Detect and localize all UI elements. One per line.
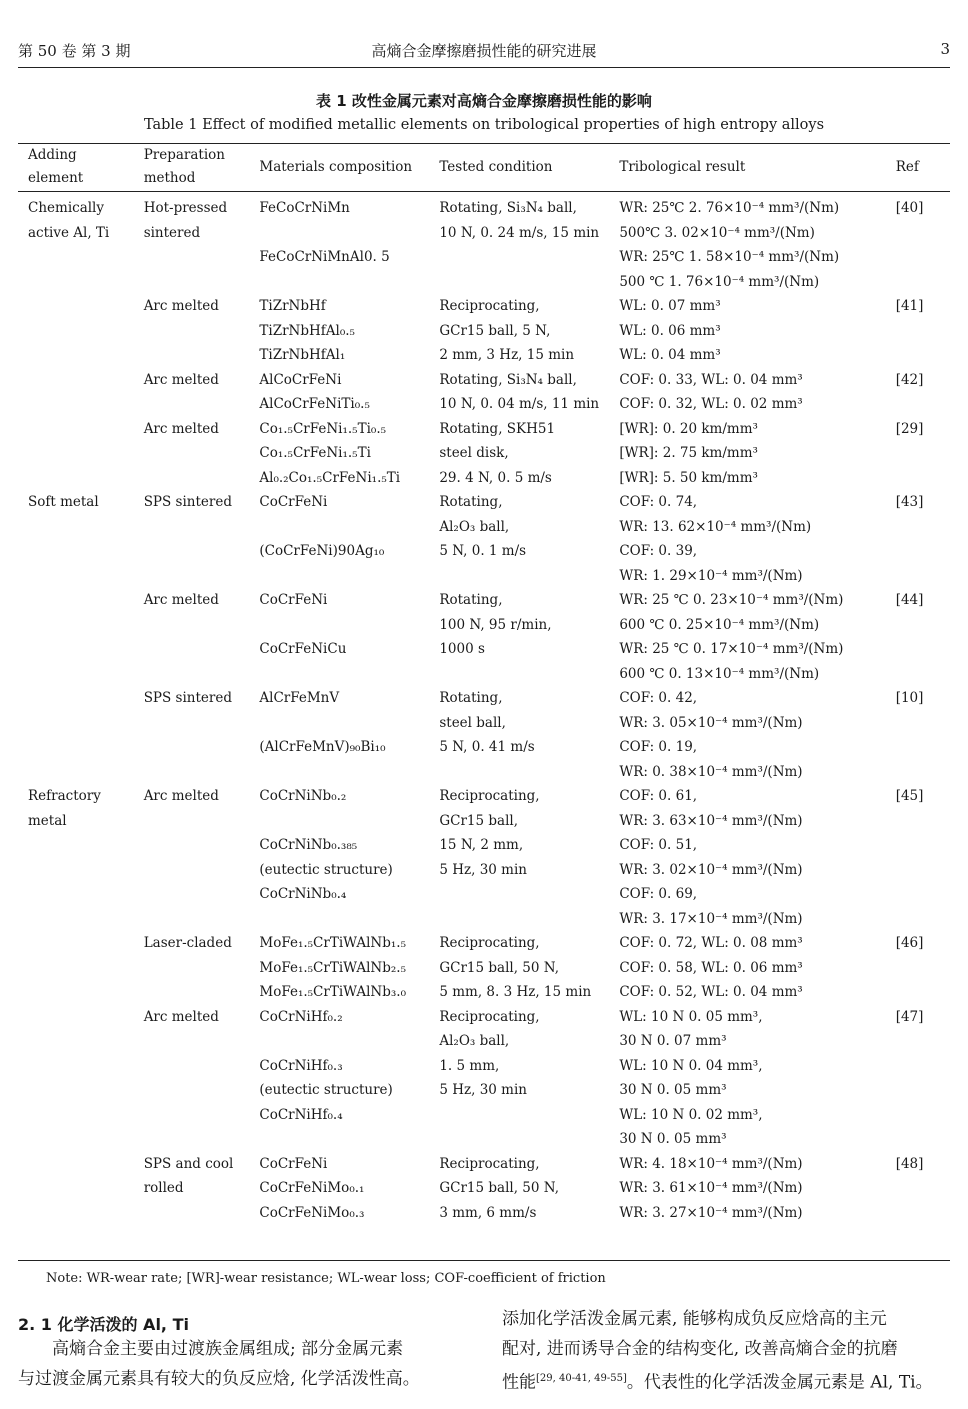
cell-tribological bbox=[609, 1152, 885, 1226]
materials-text: MoFe₁.₅CrTiWAlNb₁.₅ bbox=[259, 935, 407, 951]
materials-text: CoCrFeNiCu bbox=[259, 641, 347, 657]
materials-text: TiZrNbHfAl₁ bbox=[259, 347, 346, 363]
result-text: WR: 0. 38×10⁻⁴ mm³/(Nm) bbox=[619, 763, 803, 780]
cell-tribological bbox=[609, 931, 885, 1005]
cell-tribological bbox=[609, 784, 885, 931]
result-text: WL: 0. 06 mm³ bbox=[619, 322, 721, 339]
section-heading: 2. 1 化学活泼的 Al, Ti bbox=[18, 1315, 189, 1334]
cell-preparation bbox=[134, 686, 250, 784]
cell-materials bbox=[249, 294, 429, 368]
col-header-preparation bbox=[134, 144, 250, 190]
preparation-text: rolled bbox=[143, 1180, 184, 1196]
col-header-preparation-text: Preparation method bbox=[143, 147, 225, 186]
col-header-ref: Ref bbox=[895, 158, 919, 175]
cell-preparation bbox=[134, 417, 250, 491]
tested-text: Reciprocating, bbox=[439, 788, 540, 804]
tested-text: Rotating, bbox=[439, 494, 503, 510]
tested-text: Al₂O₃ ball, bbox=[439, 1033, 510, 1049]
result-text: WR: 3. 17×10⁻⁴ mm³/(Nm) bbox=[619, 910, 803, 927]
cell-tested bbox=[429, 368, 609, 417]
element-text: Chemically bbox=[28, 200, 105, 216]
result-text: 30 N 0. 05 mm³ bbox=[619, 1131, 727, 1147]
cell-tribological bbox=[609, 588, 885, 686]
cell-preparation bbox=[134, 1005, 250, 1152]
table-title-en: Table 1 Effect of modified metallic elements on tribological properties of high entropy alloys bbox=[143, 117, 825, 133]
element-text: metal bbox=[28, 812, 67, 829]
cell-ref bbox=[886, 931, 950, 1005]
tested-text: 5 N, 0. 41 m/s bbox=[439, 739, 535, 755]
result-text: WR: 13. 62×10⁻⁴ mm³/(Nm) bbox=[619, 518, 812, 535]
materials-text: TiZrNbHf bbox=[259, 298, 326, 314]
materials-text bbox=[259, 515, 425, 540]
materials-text bbox=[259, 711, 425, 736]
cell-materials bbox=[249, 686, 429, 784]
materials-text: CoCrNiNb₀.₄ bbox=[259, 886, 347, 902]
tested-text: 15 N, 2 mm, bbox=[439, 837, 524, 853]
materials-text: MoFe₁.₅CrTiWAlNb₂.₅ bbox=[259, 959, 407, 976]
cell-tribological bbox=[609, 490, 885, 588]
materials-text: CoCrFeNiMo₀.₃ bbox=[259, 1204, 365, 1221]
preparation-text: SPS sintered bbox=[143, 690, 232, 706]
materials-text: CoCrNiHf₀.₂ bbox=[259, 1008, 343, 1025]
materials-text: FeCoCrNiMnAl0. 5 bbox=[259, 249, 390, 265]
materials-text: (eutectic structure) bbox=[259, 1082, 393, 1098]
result-text: 600 ℃ 0. 13×10⁻⁴ mm³/(Nm) bbox=[619, 665, 820, 682]
result-text: COF: 0. 39, bbox=[619, 543, 698, 559]
result-text: 30 N 0. 05 mm³ bbox=[619, 1082, 727, 1098]
cell-preparation bbox=[134, 784, 250, 931]
result-text: WR: 3. 05×10⁻⁴ mm³/(Nm) bbox=[619, 714, 803, 731]
preparation-text: Laser-claded bbox=[143, 935, 232, 951]
cell-tribological bbox=[609, 196, 885, 294]
cell-tested bbox=[429, 931, 609, 1005]
result-text: WL: 0. 07 mm³ bbox=[619, 298, 721, 314]
result-text: WL: 10 N 0. 02 mm³, bbox=[619, 1106, 763, 1123]
materials-text: CoCrNiNb₀.₂ bbox=[259, 788, 347, 804]
tested-text: GCr15 ball, 50 N, bbox=[439, 959, 559, 976]
cell-tested bbox=[429, 417, 609, 491]
materials-text: CoCrFeNi bbox=[259, 592, 328, 608]
tested-text: 2 mm, 3 Hz, 15 min bbox=[439, 347, 575, 363]
materials-text: Co₁.₅CrFeNi₁.₅Ti₀.₅ bbox=[259, 420, 387, 437]
result-text: COF: 0. 42, bbox=[619, 690, 698, 706]
col-header-adding-element: Adding element bbox=[28, 147, 84, 186]
cell-ref bbox=[886, 1005, 950, 1152]
reference-link[interactable]: [44] bbox=[895, 592, 924, 608]
tested-text: 1. 5 mm, bbox=[439, 1057, 500, 1074]
element-text: Soft metal bbox=[28, 494, 99, 510]
cell-preparation bbox=[134, 588, 250, 686]
table-row bbox=[18, 490, 950, 588]
cell-ref bbox=[886, 1152, 950, 1226]
materials-text: AlCrFeMnV bbox=[259, 690, 340, 706]
result-text: WR: 3. 02×10⁻⁴ mm³/(Nm) bbox=[619, 861, 803, 878]
table-row bbox=[18, 931, 950, 1005]
cell-tested bbox=[429, 490, 609, 588]
materials-text bbox=[259, 564, 425, 589]
result-text: COF: 0. 61, bbox=[619, 788, 698, 804]
cell-preparation bbox=[134, 294, 250, 368]
col-header-tribological: Tribological result bbox=[619, 158, 746, 175]
cell-tested bbox=[429, 1005, 609, 1152]
text-fragment: 。代表性的化学活泼金属元素是 Al, Ti。 bbox=[626, 1372, 933, 1393]
table-row bbox=[18, 417, 950, 491]
cell-materials bbox=[249, 368, 429, 417]
preparation-text: Arc melted bbox=[143, 1008, 219, 1025]
materials-text bbox=[259, 1127, 425, 1152]
result-text: COF: 0. 74, bbox=[619, 494, 698, 510]
result-text: COF: 0. 32, WL: 0. 02 mm³ bbox=[619, 396, 803, 412]
cell-tribological bbox=[609, 417, 885, 491]
cell-tested bbox=[429, 294, 609, 368]
tested-text: Reciprocating, bbox=[439, 935, 540, 951]
cell-materials bbox=[249, 1152, 429, 1226]
element-text: active Al, Ti bbox=[28, 224, 110, 241]
cell-adding-element bbox=[18, 931, 134, 1005]
table-bottom-rule bbox=[18, 1260, 950, 1261]
cell-tribological bbox=[609, 1005, 885, 1152]
element-text: Refractory bbox=[28, 788, 101, 804]
tested-text: 5 Hz, 30 min bbox=[439, 1082, 527, 1098]
result-text: WR: 3. 63×10⁻⁴ mm³/(Nm) bbox=[619, 812, 803, 829]
page-number: 3 bbox=[940, 40, 950, 58]
preparation-text: Arc melted bbox=[143, 298, 219, 314]
cell-materials bbox=[249, 1005, 429, 1152]
result-text: COF: 0. 58, WL: 0. 06 mm³ bbox=[619, 959, 803, 976]
materials-text bbox=[259, 662, 425, 687]
cell-preparation bbox=[134, 490, 250, 588]
tested-text: Rotating, bbox=[439, 690, 503, 706]
text-line: 配对, 进而诱导合金的结构变化, 改善高熵合金的抗磨 bbox=[502, 1339, 898, 1359]
table-header bbox=[18, 144, 950, 190]
journal-title: 高熵合金摩擦磨损性能的研究进展 bbox=[371, 42, 597, 60]
cell-ref bbox=[886, 686, 950, 784]
preparation-text: Arc melted bbox=[143, 788, 219, 804]
reference-link[interactable]: [48] bbox=[895, 1155, 924, 1172]
table-body bbox=[18, 196, 950, 1225]
cell-tested bbox=[429, 686, 609, 784]
reference-link[interactable]: [47] bbox=[895, 1008, 924, 1025]
col-header-materials: Materials composition bbox=[259, 158, 413, 175]
cell-materials bbox=[249, 931, 429, 1005]
result-text: 500 ℃ 1. 76×10⁻⁴ mm³/(Nm) bbox=[619, 273, 820, 290]
materials-text: CoCrFeNiMo₀.₁ bbox=[259, 1180, 365, 1196]
cell-tested bbox=[429, 588, 609, 686]
cell-adding-element bbox=[18, 490, 134, 588]
preparation-text: Arc melted bbox=[143, 592, 219, 608]
tested-text: Reciprocating, bbox=[439, 298, 540, 314]
cell-materials bbox=[249, 588, 429, 686]
cell-tested bbox=[429, 1152, 609, 1226]
table-row bbox=[18, 686, 950, 784]
body-paragraph-left bbox=[18, 1334, 480, 1394]
table-title-cn: 表 1 改性金属元素对高熵合金摩擦磨损性能的影响 bbox=[316, 92, 652, 110]
cell-ref bbox=[886, 784, 950, 931]
cell-ref bbox=[886, 294, 950, 368]
cell-materials bbox=[249, 784, 429, 931]
result-text: COF: 0. 51, bbox=[619, 837, 698, 853]
cell-adding-element bbox=[18, 784, 134, 931]
result-text: WR: 3. 27×10⁻⁴ mm³/(Nm) bbox=[619, 1204, 803, 1221]
result-text: COF: 0. 52, WL: 0. 04 mm³ bbox=[619, 984, 803, 1000]
table-row bbox=[18, 784, 950, 931]
reference-link[interactable]: [41] bbox=[895, 298, 924, 314]
materials-text: TiZrNbHfAl₀.₅ bbox=[259, 322, 355, 339]
materials-text: AlCoCrFeNiTi₀.₅ bbox=[259, 396, 370, 412]
result-text: WR: 25℃ 1. 58×10⁻⁴ mm³/(Nm) bbox=[619, 249, 840, 265]
result-text: 600 ℃ 0. 25×10⁻⁴ mm³/(Nm) bbox=[619, 616, 820, 633]
result-text: WL: 10 N 0. 04 mm³, bbox=[619, 1057, 763, 1074]
text-line: 与过渡金属元素具有较大的负反应焓, 化学活泼性高。 bbox=[18, 1369, 420, 1389]
tested-text: Reciprocating, bbox=[439, 1008, 540, 1025]
preparation-text: sintered bbox=[143, 224, 201, 241]
tested-text: steel disk, bbox=[439, 445, 509, 461]
tested-text: Rotating, SKH51 bbox=[439, 420, 556, 437]
tested-text: Reciprocating, bbox=[439, 1155, 540, 1172]
result-text: WR: 4. 18×10⁻⁴ mm³/(Nm) bbox=[619, 1155, 803, 1172]
materials-text: AlCoCrFeNi bbox=[259, 371, 342, 388]
header-rule bbox=[18, 67, 950, 68]
cell-ref bbox=[886, 196, 950, 294]
cell-tested bbox=[429, 196, 609, 294]
tested-text: Rotating, Si₃N₄ ball, bbox=[439, 200, 577, 216]
tested-text: 3 mm, 6 mm/s bbox=[439, 1204, 537, 1221]
preparation-text: Arc melted bbox=[143, 420, 219, 437]
cell-adding-element bbox=[18, 1005, 134, 1152]
preparation-text: Arc melted bbox=[143, 371, 219, 388]
table-note: Note: WR-wear rate; [WR]-wear resistance; WL-wear loss; COF-coefficient of friction bbox=[46, 1271, 606, 1286]
result-text: 500℃ 3. 02×10⁻⁴ mm³/(Nm) bbox=[619, 224, 815, 241]
cell-materials bbox=[249, 490, 429, 588]
tested-text: GCr15 ball, bbox=[439, 812, 518, 829]
result-text: WL: 0. 04 mm³ bbox=[619, 347, 721, 363]
cell-tribological bbox=[609, 294, 885, 368]
cell-preparation bbox=[134, 1152, 250, 1226]
table-header-rule bbox=[18, 191, 950, 192]
materials-text: (CoCrFeNi)90Ag₁₀ bbox=[259, 543, 385, 559]
materials-text: Co₁.₅CrFeNi₁.₅Ti bbox=[259, 445, 371, 461]
materials-text bbox=[259, 270, 425, 295]
materials-text bbox=[259, 809, 425, 834]
materials-text: CoCrNiNb₀.₃₈₅ bbox=[259, 837, 358, 853]
table-row bbox=[18, 1005, 950, 1152]
tested-text: Al₂O₃ ball, bbox=[439, 518, 510, 535]
result-text: [WR]: 0. 20 km/mm³ bbox=[619, 420, 758, 437]
tested-text: 5 mm, 8. 3 Hz, 15 min bbox=[439, 984, 592, 1000]
cell-adding-element bbox=[18, 294, 134, 368]
materials-text: CoCrNiHf₀.₃ bbox=[259, 1057, 343, 1074]
cell-ref bbox=[886, 368, 950, 417]
materials-text bbox=[259, 1029, 425, 1054]
volume-issue: 第 50 卷 第 3 期 bbox=[18, 42, 131, 60]
cell-adding-element bbox=[18, 1152, 134, 1226]
result-text: WR: 1. 29×10⁻⁴ mm³/(Nm) bbox=[619, 567, 803, 584]
tested-text: GCr15 ball, 50 N, bbox=[439, 1180, 559, 1196]
table-row bbox=[18, 588, 950, 686]
materials-text bbox=[259, 760, 425, 785]
cell-ref bbox=[886, 490, 950, 588]
reference-link[interactable]: [42] bbox=[895, 371, 924, 388]
result-text: WL: 10 N 0. 05 mm³, bbox=[619, 1008, 763, 1025]
cell-adding-element bbox=[18, 686, 134, 784]
result-text: WR: 25 ℃ 0. 17×10⁻⁴ mm³/(Nm) bbox=[619, 641, 844, 657]
tested-text: 10 N, 0. 24 m/s, 15 min bbox=[439, 224, 600, 241]
materials-text: (AlCrFeMnV)₉₀Bi₁₀ bbox=[259, 739, 386, 755]
materials-text: MoFe₁.₅CrTiWAlNb₃.₀ bbox=[259, 984, 407, 1000]
cell-ref bbox=[886, 588, 950, 686]
cell-preparation bbox=[134, 196, 250, 294]
result-text: [WR]: 2. 75 km/mm³ bbox=[619, 445, 758, 461]
tested-text: GCr15 ball, 5 N, bbox=[439, 322, 551, 339]
materials-text: CoCrFeNi bbox=[259, 494, 328, 510]
text-fragment: 性能 bbox=[502, 1372, 536, 1393]
tested-text: 100 N, 95 r/min, bbox=[439, 616, 552, 633]
data-table bbox=[18, 196, 950, 1225]
cell-tribological bbox=[609, 686, 885, 784]
text-line: 添加化学活泼金属元素, 能够构成负反应焓高的主元 bbox=[502, 1309, 887, 1329]
reference-link[interactable]: [45] bbox=[895, 788, 924, 804]
table-row bbox=[18, 1152, 950, 1226]
materials-text: CoCrNiHf₀.₄ bbox=[259, 1106, 343, 1123]
reference-link[interactable]: [10] bbox=[895, 690, 924, 706]
cell-preparation bbox=[134, 368, 250, 417]
citation[interactable]: [29, 40-41, 49-55] bbox=[536, 1373, 627, 1384]
result-text: COF: 0. 72, WL: 0. 08 mm³ bbox=[619, 935, 803, 951]
materials-text: (eutectic structure) bbox=[259, 861, 393, 878]
tested-text: 29. 4 N, 0. 5 m/s bbox=[439, 469, 552, 486]
materials-text: FeCoCrNiMn bbox=[259, 200, 350, 216]
tested-text: 1000 s bbox=[439, 641, 485, 657]
preparation-text: SPS and cool bbox=[143, 1155, 234, 1172]
body-paragraph-right bbox=[502, 1304, 950, 1398]
result-text: COF: 0. 69, bbox=[619, 886, 698, 902]
tested-text: Rotating, Si₃N₄ ball, bbox=[439, 371, 577, 388]
table-row bbox=[18, 368, 950, 417]
table-row bbox=[18, 196, 950, 294]
result-text: WR: 3. 61×10⁻⁴ mm³/(Nm) bbox=[619, 1180, 803, 1196]
cell-adding-element bbox=[18, 196, 134, 294]
result-text: 30 N 0. 07 mm³ bbox=[619, 1033, 727, 1049]
result-text: WR: 25℃ 2. 76×10⁻⁴ mm³/(Nm) bbox=[619, 200, 840, 216]
table-row bbox=[18, 294, 950, 368]
materials-text bbox=[259, 613, 425, 638]
running-header bbox=[18, 40, 950, 62]
result-text: [WR]: 5. 50 km/mm³ bbox=[619, 469, 758, 486]
col-header-tested: Tested condition bbox=[439, 158, 553, 175]
reference-link[interactable]: [46] bbox=[895, 935, 924, 951]
text-line: 高熵合金主要由过渡族金属组成; 部分金属元素 bbox=[18, 1339, 404, 1359]
reference-link[interactable]: [43] bbox=[895, 494, 924, 510]
materials-text bbox=[259, 907, 425, 932]
materials-text: CoCrFeNi bbox=[259, 1155, 328, 1172]
tested-text: steel ball, bbox=[439, 714, 506, 731]
result-text: COF: 0. 33, WL: 0. 04 mm³ bbox=[619, 371, 803, 388]
cell-materials bbox=[249, 417, 429, 491]
cell-preparation bbox=[134, 931, 250, 1005]
preparation-text: SPS sintered bbox=[143, 494, 232, 510]
cell-adding-element bbox=[18, 368, 134, 417]
cell-adding-element bbox=[18, 417, 134, 491]
reference-link[interactable]: [40] bbox=[895, 200, 924, 216]
text-line bbox=[502, 1364, 950, 1398]
reference-link[interactable]: [29] bbox=[895, 420, 924, 437]
cell-materials bbox=[249, 196, 429, 294]
result-text: WR: 25 ℃ 0. 23×10⁻⁴ mm³/(Nm) bbox=[619, 592, 844, 608]
tested-text: 5 N, 0. 1 m/s bbox=[439, 543, 527, 559]
cell-tested bbox=[429, 784, 609, 931]
preparation-text: Hot-pressed bbox=[143, 200, 228, 216]
result-text: COF: 0. 19, bbox=[619, 739, 698, 755]
cell-tribological bbox=[609, 368, 885, 417]
cell-ref bbox=[886, 417, 950, 491]
materials-text bbox=[259, 221, 425, 246]
tested-text: Rotating, bbox=[439, 592, 503, 608]
tested-text: 10 N, 0. 04 m/s, 11 min bbox=[439, 396, 600, 412]
materials-text: Al₀.₂Co₁.₅CrFeNi₁.₅Ti bbox=[259, 469, 401, 486]
cell-adding-element bbox=[18, 588, 134, 686]
tested-text: 5 Hz, 30 min bbox=[439, 861, 527, 878]
